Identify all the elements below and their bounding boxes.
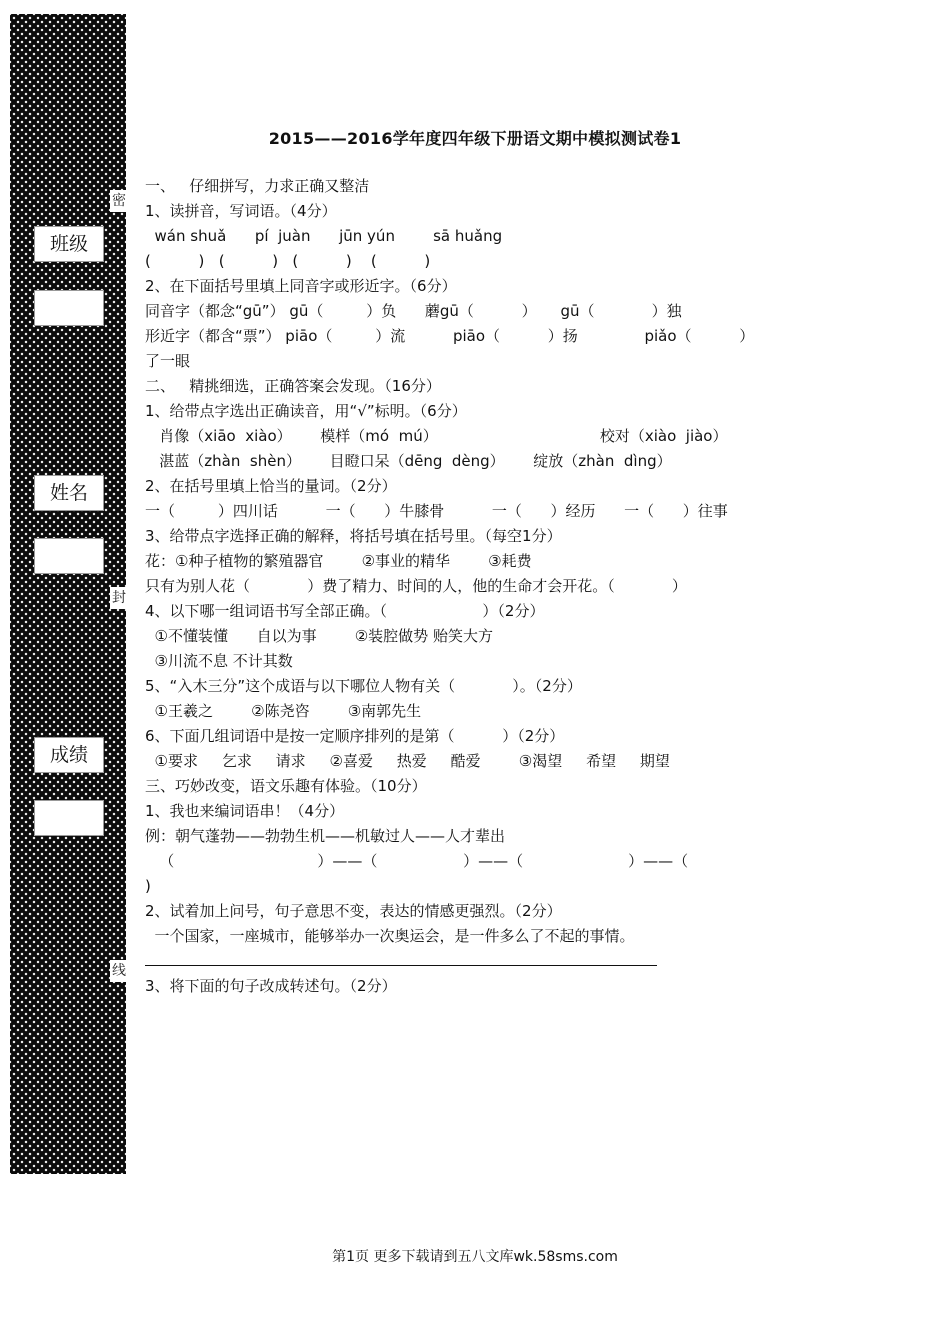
- question-2-6: 6、下面几组词语中是按一定顺序排列的是第（ ）（2分）: [145, 727, 565, 745]
- question-3-3: 3、将下面的句子改成转述句。（2分）: [145, 977, 397, 995]
- question-3-2: 2、试着加上问号，句子意思不变，表达的情感更强烈。（2分）: [145, 902, 562, 920]
- question-1-1: 1、读拼音，写词语。（4分）: [145, 202, 337, 220]
- pinyin-row: wán shuǎ pí juàn jūn yún sā huǎng: [145, 227, 503, 245]
- homophone-row: 同音字（都念“gū”） gū（ ）负 蘑gū（ ） gū（ ）独: [145, 302, 682, 320]
- name-label: 姓名: [34, 475, 104, 511]
- question-2-3: 3、给带点字选择正确的解释，将括号填在括号里。（每空1分）: [145, 527, 562, 545]
- question-1-2: 2、在下面括号里填上同音字或形近字。（6分）: [145, 277, 457, 295]
- binding-margin: [10, 14, 126, 1174]
- measure-word-row: 一（ ）四川话 一（ ）牛膝骨 一（ ）经历 一（ ）往事: [145, 502, 728, 520]
- page-title: 2015——2016学年度四年级下册语文期中模拟测试卷1: [268, 129, 682, 148]
- score-label: 成绩: [34, 737, 104, 773]
- class-input-box[interactable]: [34, 290, 104, 326]
- question-3-1: 1、我也来编词语串！（4分）: [145, 802, 345, 820]
- pronunciation-row-1: 肖像（xiāo xiào） 模样（mó mú） 校对（xiào jiào）: [145, 427, 728, 445]
- definition-options: 花：①种子植物的繁殖器官 ②事业的精华 ③耗费: [145, 552, 532, 570]
- person-options: ①王羲之 ②陈尧咨 ③南郭先生: [145, 702, 422, 720]
- section-3-heading: 三、巧妙改变，语文乐趣有体验。（10分）: [145, 777, 427, 795]
- page-footer: 第1页 更多下载请到五八文库wk.58sms.com: [332, 1249, 618, 1265]
- seal-mark-xian: 线: [110, 960, 128, 982]
- answer-underline[interactable]: [145, 965, 657, 966]
- seal-mark-feng: 封: [110, 587, 128, 609]
- score-input-box[interactable]: [34, 800, 104, 836]
- sentence-to-rewrite: 一个国家，一座城市，能够举办一次奥运会，是一件多么了不起的事情。: [145, 927, 635, 945]
- similar-char-row: 形近字（都含“票”） piāo（ ）流 piāo（ ）扬 piǎo（ ）: [145, 327, 755, 345]
- section-1-heading: 一、 仔细拼写，力求正确又整洁: [145, 177, 370, 195]
- chain-brackets-end: ): [145, 877, 151, 895]
- name-input-box[interactable]: [34, 538, 104, 574]
- order-options: ①要求 乞求 请求 ②喜爱 热爱 酷爱 ③渴望 希望 期望: [145, 752, 670, 770]
- question-2-2: 2、在括号里填上恰当的量词。（2分）: [145, 477, 397, 495]
- chain-brackets: （ ）——（ ）——（ ）——（: [145, 852, 689, 870]
- answer-brackets-row: ( ) ( ) ( ) ( ): [145, 252, 431, 270]
- question-2-4: 4、以下哪一组词语书写全部正确。（ ）（2分）: [145, 602, 545, 620]
- pronunciation-row-2: 湛蓝（zhàn shèn） 目瞪口呆（dēng dèng） 绽放（zhàn dìng）: [145, 452, 672, 470]
- question-2-1: 1、给带点字选出正确读音，用“√”标明。（6分）: [145, 402, 467, 420]
- similar-char-row-cont: 了一眼: [145, 352, 191, 370]
- example-chain: 例：朝气蓬勃——勃勃生机——机敏过人——人才辈出: [145, 827, 506, 845]
- seal-mark-mi: 密: [110, 190, 128, 212]
- class-label: 班级: [34, 226, 104, 262]
- spelling-options-2: ③川流不息 不计其数: [145, 652, 293, 670]
- question-2-5: 5、“入木三分”这个成语与以下哪位人物有关（ ）。（2分）: [145, 677, 582, 695]
- definition-sentence: 只有为别人花（ ）费了精力、时间的人，他的生命才会开花。（ ）: [145, 577, 687, 595]
- spelling-options-1: ①不懂装懂 自以为事 ②装腔做势 贻笑大方: [145, 627, 493, 645]
- section-2-heading: 二、 精挑细选，正确答案会发现。（16分）: [145, 377, 441, 395]
